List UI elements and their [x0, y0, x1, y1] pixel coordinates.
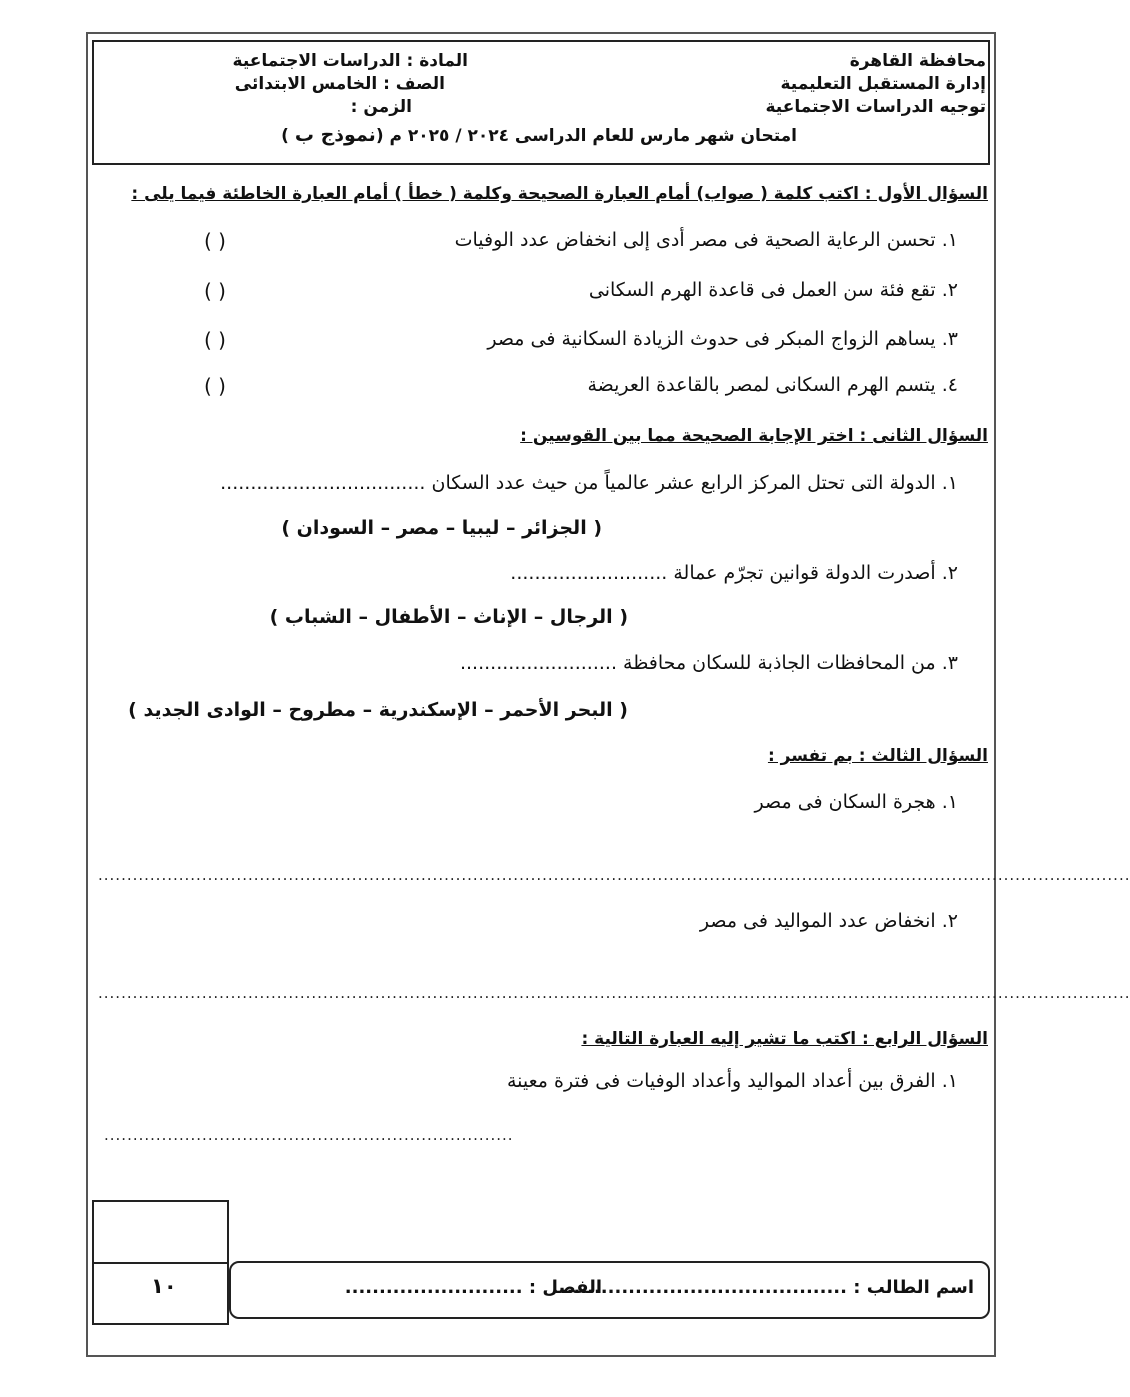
q1-answer-blank-1[interactable]: ( ) — [204, 229, 226, 253]
q3-title: السؤال الثالث : بم تفسر : — [767, 746, 988, 766]
exam-title-suffix: ) — [281, 126, 295, 146]
q3-answer-line-2[interactable]: ................................................................................................................................................................................... — [98, 984, 1130, 1002]
header-subject: المادة : الدراسات الاجتماعية — [232, 51, 468, 71]
q4-answer-line[interactable]: ....................................................................... — [104, 1126, 514, 1144]
q2-item-3: ٣. من المحافظات الجاذبة للسكان محافظة .......................... — [459, 652, 958, 674]
header-administration: إدارة المستقبل التعليمية — [780, 74, 986, 94]
q2-choices-3: ( البحر الأحمر – الإسكندرية – مطروح – الوادى الجديد ) — [128, 699, 628, 721]
q2-choices-1: ( الجزائر – ليبيا – مصر – السودان ) — [281, 517, 602, 539]
q1-title: السؤال الأول : اكتب كلمة ( صواب) أمام العبارة الصحيحة وكلمة ( خطأ ) أمام العبارة الخاطئة فيما يلى : — [131, 184, 988, 204]
q1-answer-blank-4[interactable]: ( ) — [204, 374, 226, 398]
q3-answer-line-1[interactable]: ................................................................................................................................................................................... — [98, 866, 1130, 884]
header-supervision: توجيه الدراسات الاجتماعية — [765, 97, 986, 117]
q3-item-1: ١. هجرة السكان فى مصر — [754, 791, 958, 813]
q1-item-4: ٤. يتسم الهرم السكانى لمصر بالقاعدة العريضة — [587, 374, 958, 396]
score-divider — [94, 1262, 227, 1264]
q4-title: السؤال الرابع : اكتب ما تشير إليه العبارة التالية : — [581, 1029, 988, 1049]
q3-item-2: ٢. انخفاض عدد المواليد فى مصر — [699, 910, 958, 932]
exam-title-prefix: امتحان شهر مارس للعام الدراسى ٢٠٢٤ / ٢٠٢٥ م ( — [375, 126, 797, 146]
header-grade: الصف : الخامس الابتدائى — [234, 74, 445, 94]
q2-title: السؤال الثانى : اختر الإجابة الصحيحة مما بين القوسين : — [520, 426, 988, 446]
header-governorate: محافظة القاهرة — [849, 51, 986, 71]
q1-answer-blank-3[interactable]: ( ) — [204, 328, 226, 352]
q1-answer-blank-2[interactable]: ( ) — [204, 279, 226, 303]
total-score: ١٠ — [151, 1274, 177, 1298]
q2-item-2: ٢. أصدرت الدولة قوانين تجرّم عمالة .......................... — [510, 562, 958, 584]
student-info-box — [229, 1261, 990, 1319]
model-label: نموذج ب — [294, 124, 376, 146]
q2-choices-2: ( الرجال – الإناث – الأطفال – الشباب ) — [269, 606, 628, 628]
q1-item-3: ٣. يساهم الزواج المبكر فى حدوث الزيادة السكانية فى مصر — [487, 328, 958, 350]
q1-item-2: ٢. تقع فئة سن العمل فى قاعدة الهرم السكانى — [588, 279, 958, 301]
q2-item-1: ١. الدولة التى تحتل المركز الرابع عشر عالمياً من حيث عدد السكان .................................. — [220, 472, 958, 494]
student-name-field[interactable]: اسم الطالب : .......................................... — [559, 1277, 974, 1298]
exam-title — [281, 124, 797, 147]
score-box — [92, 1200, 229, 1325]
class-field[interactable]: الفصل : .......................... — [344, 1277, 602, 1298]
header-time: الزمن : — [350, 97, 412, 117]
q4-item-1: ١. الفرق بين أعداد المواليد وأعداد الوفيات فى فترة معينة — [506, 1070, 958, 1092]
q1-item-1: ١. تحسن الرعاية الصحية فى مصر أدى إلى انخفاض عدد الوفيات — [454, 229, 958, 251]
